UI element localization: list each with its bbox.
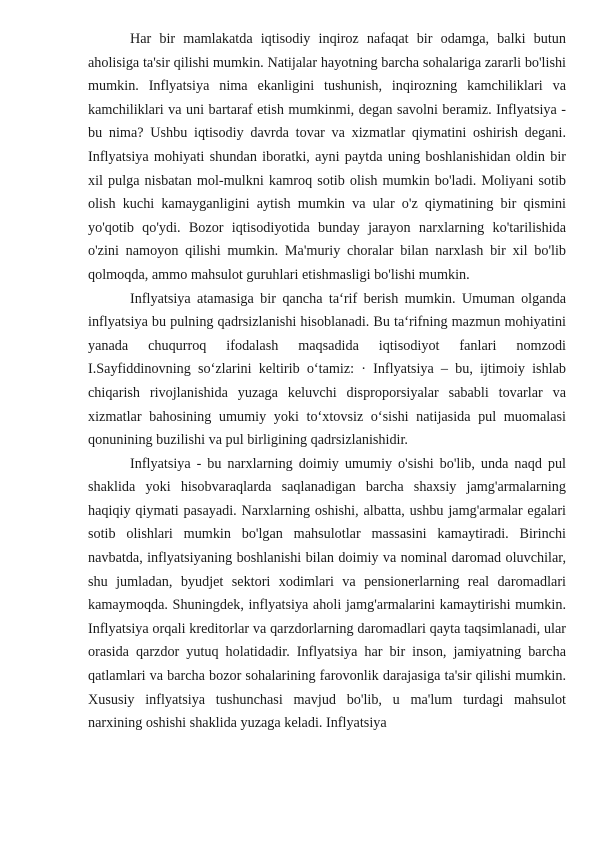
document-page [88,28,566,736]
paragraph-1: Har bir mamlakatda iqtisodiy inqiroz nafaqat bir odamga, balki butun aholisiga ta'sir qilishi mumkin. Natijalar hayotning barcha sohalariga zararli bo'lishi mumkin. Inflyatsiya nima ekanligini tushunish, inqirozning kamchiliklari va kamchiliklari va uni bartaraf etish mumkinmi, degan savolni beramiz. Inflyatsiya - bu nima? Ushbu iqtisodiy davrda tovar va xizmatlar qiymatini oshirish degani. Inflyatsiya mohiyati shundan iboratki, ayni paytda uning boshlanishidan oldin bir xil pulga nisbatan mol-mulkni kamroq sotib olish mumkin bo'ladi. Moliyani sotib olish kuchi kamayganligini aytish mumkin va ular o'z qiymatining bir qismini yo'qotib qo'ydi. Bozor iqtisodiyotida bunday jarayon narxlarning ko'tarilishida o'zini namoyon qilishi mumkin. Ma'muriy choralar bilan narxlash bir xil bo'lib qolmoqda, ammo mahsulot guruhlari etishmasligi bo'lishi mumkin. [88,31,566,283]
paragraph-2: Inflyatsiya atamasiga bir qancha ta‘rif berish mumkin. Umuman olganda inflyatsiya bu pulning qadrsizlanishi hisoblanadi. Bu ta‘rifning mazmun mohiyatini yanada chuqurroq ifodalash maqsadida iqtisodiyot fanlari nomzodi I.Sayfiddinovning so‘zlarini keltirib o‘tamiz: · Inflyatsiya – bu, ijtimoiy ishlab chiqarish rivojlanishida yuzaga keluvchi disproporsiyalar sababli tovarlar va xizmatlar bahosining umumiy yoki to‘xtovsiz o‘sishi natijasida pul muomalasi qonunining buzilishi va pul birligining qadrsizlanishidir. [88,290,566,449]
paragraph-3: Inflyatsiya - bu narxlarning doimiy umumiy o'sishi bo'lib, unda naqd pul shaklida yoki hisobvaraqlarda saqlanadigan barcha shaxsiy jamg'armalarning haqiqiy qiymati pasayadi. Narxlarning oshishi, albatta, ushbu jamg'armalar egalari sotib olishlari mumkin bo'lgan mahsulotlar massasini kamaytiradi. Birinchi navbatda, inflyatsiyaning boshlanishi bilan doimiy va nominal daromad oluvchilar, shu jumladan, byudjet sektori xodimlari va pensionerlarning real daromadlari kamaymoqda. Shuningdek, inflyatsiya aholi jamg'armalarini kamaytirishi mumkin. Inflyatsiya orqali kreditorlar va qarzdorlarning daromadlari qayta taqsimlanadi, ular orasida qarzdor yutuq holatidadir. Inflyatsiya har bir inson, jamiyatning barcha qatlamlari va barcha bozor sohalarining farovonlik darajasiga ta'sir qilishi mumkin. Xususiy inflyatsiya tushunchasi mavjud bo'lib, u ma'lum turdagi mahsulot narxining oshishi shaklida yuzaga keladi. Inflyatsiya [88,455,566,732]
